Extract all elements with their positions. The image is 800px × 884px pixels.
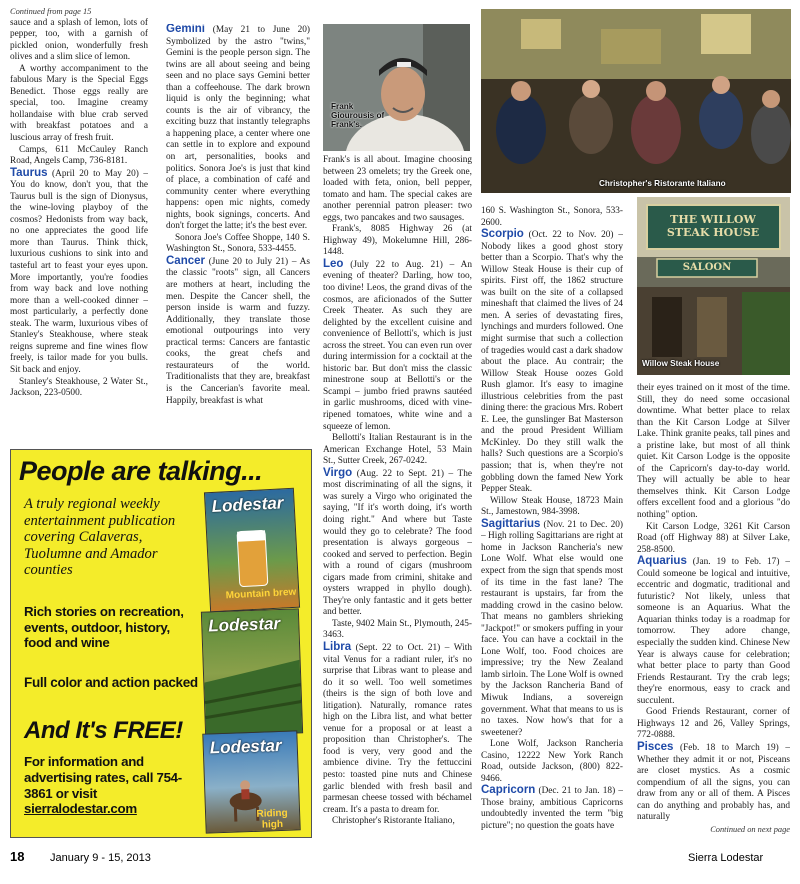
magazine-cover-3 [202, 730, 300, 833]
page-number: 18 [10, 849, 25, 864]
sign-text: (July 22 to Aug. 21) – An evening of theater? Darling, how too, too divine! Leos, the grand divas of the cosmos, are aficionados of the Sutter Creek Theater. As such they are delighted by the excellent cuisine and convenience of Bellotti's, which is just across the street. You can even run over during intermission for a cocktail at the historic bar. But don't miss the classic minestrone soup at Bellotti's or the Scampi – jumbo fried prawns sautéed in garlic mushrooms, diced with vine-ripened tomatoes, white wine and a squeeze of lemon. [323, 259, 472, 432]
sign-heading-virgo: Virgo [323, 466, 353, 479]
sign-text: (May 21 to June 20) Symbolized by the astro "twins," Gemini is the people person sign. The twins are all about seeing and being seen and no place says Gemini better than a coffeehouse. The dark brown liquid is only the beginning; what counts is the air of vibrancy, the exciting buzz that instantly telegraphs a happening place, a center where one can settle in to explore and expound on art, personalities, books and politics. Sonora Joe's is just that kind of place, a combination of café and community center where everything happens: open mic nights, comedy nights, book signings, concerts. And don't forget the latte; it's the best ever. [166, 25, 310, 232]
paragraph: Taste, 9402 Main St., Plymouth, 245-3463. [323, 618, 472, 641]
scorpio-section [481, 229, 623, 496]
ad-subtitle: A truly regional weekly entertainment publication covering Calaveras, Tuolumne and Amador counties [24, 496, 176, 578]
paragraph: Bellotti's Italian Restaurant is in the American Exchange Hotel, 53 Main St., Sutter Creek, 267-0242. [323, 433, 472, 467]
article-column-4 [481, 206, 623, 846]
ad-full-color: Full color and action packed [24, 675, 198, 690]
continued-next-label: Continued on next page [710, 824, 790, 834]
paragraph: Kit Carson Lodge, 3261 Kit Carson Road (off Highway 88) at Silver Lake, 258-8500. [637, 521, 790, 555]
willow-sign-text: THE WILLOW STEAK HOUSE [666, 213, 760, 239]
sign-text: (Jan. 19 to Feb. 17) – Could someone be logical and intuitive, eccentric and dogmatic, traditional and futuristic? Not likely, unless that someone is an Aquarius. What the Aquarian thinks today is a roadmap for tomorrow. They adore change, especially the sudden kind. Chinese New Year is always cause for celebration; what better place to party than Good Friends Restaurant. Try the crab legs; they're enormous, easy to crack and succulent. [637, 557, 790, 706]
ad-info-text: For information and advertising rates, call 754-3861 or visit [24, 754, 182, 801]
paragraph: 160 S. Washington St., Sonora, 533-2600. [481, 206, 623, 228]
magazine-cover-3-caption: Riding high [256, 807, 288, 831]
taurus-section [10, 168, 148, 377]
aquarius-section [637, 556, 790, 707]
sign-heading-cancer: Cancer [166, 254, 205, 267]
willow-photo-caption: Willow Steak House [642, 359, 720, 368]
frank-photo-caption: Frank Giourousis of Frank's. [331, 102, 385, 129]
christophers-photo-illustration [481, 9, 791, 193]
sign-heading-capricorn: Capricorn [481, 784, 536, 797]
christophers-photo [481, 9, 791, 193]
paragraph: Good Friends Restaurant, corner of Highways 12 and 26, Valley Springs, 772-0888. [637, 707, 790, 741]
article-column-2 [166, 24, 310, 444]
frank-photo-illustration [323, 24, 470, 151]
sagittarius-section [481, 519, 623, 739]
paragraph: A worthy accompaniment to the fabulous Mary is the Special Eggs Benedict. Those eggs really are special, too. Imagine creamy hollandaise with blue crab served with breakfast potatoes and a luscious array of fresh fruit. [10, 63, 148, 144]
sign-heading-aquarius: Aquarius [637, 555, 687, 568]
magazine-cover-2 [201, 608, 303, 736]
paragraph: Camps, 611 McCauley Ranch Road, Angels Camp, 736-8181. [10, 144, 148, 167]
ad-free: And It's FREE! [24, 717, 183, 744]
sign-text: (June 20 to July 21) – As the classic "roots" sign, all Cancers are mothers at heart, including the men. Despite the Cancer shell, the person inside is warm and fuzzy. Additionally, they translate those emotional outpourings into very practical terms: Cancers are fantastic cooks, the great chefs and restaurateurs of the world. Traditionalists that they are, breakfast is the Cancerian's favorite meal. Happily, breakfast is what [166, 256, 310, 406]
libra-section [323, 642, 472, 816]
paragraph: Lone Wolf, Jackson Rancheria Casino, 12222 New York Ranch Road, outside Jackson, (800) 822-9466. [481, 739, 623, 784]
frank-photo [323, 24, 470, 151]
sign-heading-leo: Leo [323, 257, 344, 270]
paragraph: Sonora Joe's Coffee Shoppe, 140 S. Washington St., Sonora, 533-4455. [166, 232, 310, 255]
paragraph: Stanley's Steakhouse, 2 Water St., Jackson, 223-0500. [10, 376, 148, 399]
christophers-photo-caption: Christopher's Ristorante Italiano [599, 179, 726, 188]
ad-headline: People are talking... [19, 456, 263, 486]
lodestar-advertisement [10, 449, 312, 838]
ad-rich-stories: Rich stories on recreation, events, outdoor, history, food and wine [24, 604, 184, 650]
sign-heading-pisces: Pisces [637, 740, 674, 753]
issue-date: January 9 - 15, 2013 [50, 852, 151, 864]
magazine-title: Lodestar [209, 735, 282, 758]
sign-heading-libra: Libra [323, 640, 352, 653]
paragraph: their eyes trained on it most of the time. Still, they do need some occasional downtime. What better place to relax than the Kit Carson Lodge at Silver Lake. Think granite peaks, tall pines and a pristine lake, but most of all think quiet. Kit Carson Lodge is the opposite of the Capricorn's day-to-day world. They will actually be able to hear themselves think. Kit Carson Lodge offers excellent food and a glorious "do nothing" option. [637, 383, 790, 521]
paragraph: sauce and a splash of lemon, lots of pepper, too, with a garnish of pickled onion, wonderfully fresh olives and a slim slice of lemon. [10, 17, 148, 63]
magazine-title: Lodestar [211, 493, 284, 517]
sign-heading-gemini: Gemini [166, 24, 205, 35]
paragraph: Christopher's Ristorante Italiano, [332, 816, 455, 827]
ad-info [24, 754, 202, 817]
publication-name: Sierra Lodestar [688, 852, 764, 864]
paragraph: Willow Steak House, 18723 Main St., Jamestown, 984-3998. [481, 495, 623, 518]
sign-text: (Nov. 21 to Dec. 20) – High rolling Sagittarians are right at home in Jackson Rancheria's new Lone Wolf. What else would one expect from the sign that spends most of its time in the fast lane? The restaurant is upstairs, far from the madding crowd in the casino below. That means no gamblers shrieking "Jackpot!" or smokers puffing in your face. You can have a cocktail in the Lone Wolf, too. Food choices are impressive; try the New Zealand lamb sirloin. The Lone Wolf is owned by the Jackson Rancheria Band of Miwuk Indians, a sovereign government. What that means to us is no taxes. Now how's that for a sweetener? [481, 519, 623, 738]
paragraph: Frank's, 8085 Highway 26 (at Highway 49), Mokelumne Hill, 286-1448. [323, 224, 472, 258]
sign-text: (Feb. 18 to March 19) – Whether they admit it or not, Pisceans are closet mystics. As a cosmic compendium of all the signs, you can draw from any or all of them. A Pisces can do anything and probably has, and naturally [637, 742, 790, 823]
cancer-section [166, 256, 310, 407]
sign-heading-taurus: Taurus [10, 166, 48, 179]
gemini-section [166, 24, 310, 233]
sign-text: (Oct. 22 to Nov. 20) – Nobody likes a good ghost story better than a Scorpio. That's why the Willow Steak House is their cup of spirits. First off, the 1862 structure was built on the site of a collapsed mineshaft that claimed the lives of 24 men. A series of devastating fires, lynchings and murders followed. One might surmise that such a collection of tragedies would cast a dark shadow about the place. Au contrair; the Willow Steak House oozes Gold Rush glamor. It's easy to imagine illustrious celebrities from the past dining there: the gracious Mrs. Robert E. Lee, the gunslinger Bat Masterson and the proud President William McKinley. Do they still walk the halls? Such questions are a Scorpio's passion; that is, when they're not gobbling down the famed New York Pepper Steak. [481, 230, 623, 495]
ad-url-link[interactable]: sierralodestar.com [24, 801, 137, 817]
magazine-cover-1 [204, 488, 300, 613]
capricorn-section [481, 785, 623, 832]
leo-section [323, 259, 472, 433]
sign-text: (April 20 to May 20) – You do know, don't you, that the Taurus bull is the sign of Dionysus, the wine-loving playboy of the cosmos? Hedonists from way back, no one appreciates the good life more than Taurus. Think thick, luxurious cushions to sink into and tasteful art to feast your eyes upon. More importantly, you're foodies from way back and love nothing more than a well-cooked dinner – most particularly, a perfectly done steak. The warm, luxurious vibes of Stanley's Steakhouse, where steak reigns supreme and fine wines flow freely, is tailor made for you bulls. Sit back and enjoy. [10, 168, 148, 375]
sign-text: (Sept. 22 to Oct. 21) – With vital Venus for a radiant ruler, it's no surprise that Libras want to please and do it so well. Too well sometimes (theirs is the sign of both love and litigation). Naturally, romance rates high on the Libra list, and what better venue for a proposal or at least a proposition than Christopher's. The food is very, very good and the ambience divine. Try the fettuccini pesto: toasted pine nuts and Chinese garlic blended with fresh basil and parmesan cheese tossed with béchamel cream. It's a pasta to dream for. [323, 642, 472, 815]
willow-steak-house-photo [637, 197, 790, 375]
magazine-title: Lodestar [208, 613, 281, 636]
sign-heading-sagittarius: Sagittarius [481, 517, 541, 530]
continued-from-label: Continued from page 15 [10, 7, 92, 16]
article-column-3 [323, 155, 472, 845]
pisces-section [637, 742, 790, 824]
paragraph: Frank's is all about. Imagine choosing between 23 omelets; try the Greek one, loaded with feta, onion, bell pepper, tomato and ham. The special cakes are another perennial patron pleaser: two eggs, two pancakes and two sausages. [323, 155, 472, 223]
vineyard-icon [202, 609, 303, 736]
article-column-1 [10, 6, 148, 446]
sign-text: (Aug. 22 to Sept. 21) – The most discriminating of all the signs, it was surely a Virgo who originated the saying, "If it's worth doing, it's worth doing right." And where but Taste would they go to celebrate? The food presentation is always gorgeous – cooked and served to perfection. Begin with a round of cigars (mushroom cigars made from crimini, shitake and oysters wrapped in phyllo dough). They're only fantastic and it gets better and better. [323, 468, 472, 618]
saloon-sign-text: SALOON [682, 262, 732, 273]
virgo-section [323, 468, 472, 619]
sign-heading-scorpio: Scorpio [481, 228, 524, 241]
article-column-5 [637, 383, 790, 848]
sign-text: (Dec. 21 to Jan. 18) – Those brainy, ambitious Capricorns undoubtedly invented the term "big picture"; no question the goats have [481, 786, 623, 831]
magazine-cover-1-caption: Mountain brew [225, 586, 297, 602]
